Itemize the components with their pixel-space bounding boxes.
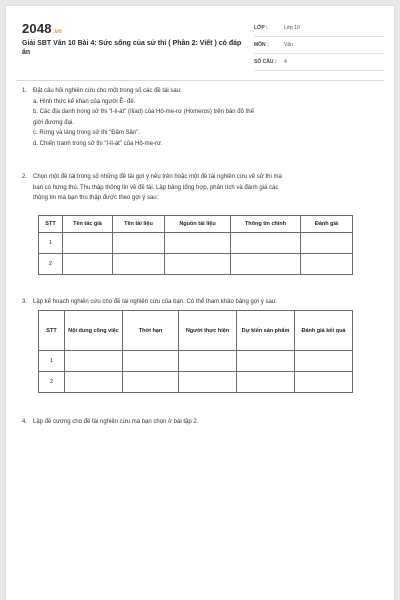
- question-line: Chọn một đề tài trong số những đề tài gợi ý nêu trên hoặc một đề tài nghiên cứu về sử thi mà: [33, 174, 282, 180]
- meta-value: Văn: [284, 42, 293, 48]
- table-row: [39, 372, 353, 393]
- table-cell: [301, 254, 353, 275]
- question-number: 2.: [22, 174, 28, 180]
- document-title: Giải SBT Văn 10 Bài 4: Sức sống của sử thi ( Phần 2: Viết ) có đáp án: [22, 40, 242, 56]
- table-header: Đánh giá: [301, 216, 353, 233]
- meta-row-subject: [254, 37, 384, 54]
- table-cell: [63, 254, 113, 275]
- meta-row-count: [254, 54, 384, 71]
- meta-row-class: [254, 20, 384, 37]
- table-cell: [301, 233, 353, 254]
- document-page: [6, 6, 394, 600]
- table-cell: [231, 233, 301, 254]
- table-cell: [113, 254, 165, 275]
- table-header: STT: [39, 216, 63, 233]
- table-header-row: [39, 216, 353, 233]
- table-cell: [113, 233, 165, 254]
- row-index: 1: [39, 351, 65, 372]
- row-index: 2: [39, 372, 65, 393]
- table-header: Người thực hiện: [179, 311, 237, 351]
- meta-value: 4: [284, 59, 287, 65]
- question-line: Lập đề cương cho đề tài nghiên cứu mà bạn chọn ở bài tập 2.: [33, 419, 199, 425]
- table-header: Dự kiến sản phẩm: [237, 311, 295, 351]
- table-cell: [123, 351, 179, 372]
- table-header: Thời hạn: [123, 311, 179, 351]
- plan-table: [38, 310, 353, 393]
- table-cell: [165, 254, 231, 275]
- table-header: Nội dung công việc: [65, 311, 123, 351]
- question-line: b. Các địa danh trong sử thi "I-li-át" (Iliad) của Hô-me-rơ (Homeros) trên bản đồ thế: [33, 109, 254, 115]
- header-divider: [16, 80, 384, 81]
- table-cell: [237, 372, 295, 393]
- question-4: [22, 417, 378, 428]
- table-cell: [237, 351, 295, 372]
- meta-value: Lớp 10: [284, 25, 300, 31]
- table-cell: [165, 233, 231, 254]
- table-cell: [231, 254, 301, 275]
- table-cell: [65, 372, 123, 393]
- question-number: 4.: [22, 419, 28, 425]
- table-header: Nguồn tài liệu: [165, 216, 231, 233]
- meta-info: [254, 20, 384, 71]
- table-header: Tên tác giả: [63, 216, 113, 233]
- table-cell: [63, 233, 113, 254]
- site-logo[interactable]: [22, 21, 62, 36]
- table-cell: [295, 372, 353, 393]
- table-cell: [179, 351, 237, 372]
- logo-text: 2048: [22, 21, 52, 36]
- question-line: Lập kế hoạch nghiên cứu cho đề tài nghiên cứu của bạn. Có thể tham khảo bảng gợi ý sau:: [33, 299, 277, 305]
- question-1: [22, 86, 378, 149]
- info-table: [38, 215, 353, 275]
- question-line: d. Chiến tranh trong sử thi "I-li-át" của Hô-me-rơ.: [33, 140, 163, 147]
- question-line: c. Rừng và làng trong sử thi "Đăm Săn".: [33, 130, 141, 136]
- question-number: 3.: [22, 299, 28, 305]
- question-2: [22, 172, 378, 204]
- meta-key: LỚP :: [254, 25, 268, 31]
- question-line: giới đương đại.: [33, 119, 74, 126]
- table-header: STT: [39, 311, 65, 351]
- table-header: Thông tin chính: [231, 216, 301, 233]
- table-cell: [295, 351, 353, 372]
- logo-domain: .vn: [52, 29, 63, 35]
- table-cell: [65, 351, 123, 372]
- row-index: 2: [39, 254, 63, 275]
- table-row: [39, 233, 353, 254]
- question-number: 1.: [22, 88, 28, 94]
- table-row: [39, 351, 353, 372]
- question-line: a. Hình thức kể khan của người Ê- đê.: [33, 98, 136, 105]
- table-header: Tên tài liệu: [113, 216, 165, 233]
- table-cell: [179, 372, 237, 393]
- meta-key: MÔN :: [254, 42, 269, 48]
- question-line: Đặt câu hỏi nghiên cứu cho một trong số các đề tài sau:: [33, 88, 182, 94]
- meta-key: SỐ CÂU :: [254, 59, 277, 65]
- table-row: [39, 254, 353, 275]
- table-header-row: [39, 311, 353, 351]
- table-cell: [123, 372, 179, 393]
- row-index: 1: [39, 233, 63, 254]
- table-header: Đánh giá kết quả: [295, 311, 353, 351]
- question-line: thông tin mà bạn thu thập được theo gợi ý sau:: [33, 195, 159, 201]
- question-line: bạn có hứng thú. Thu thập thông tin về đề tài. Lập bảng tổng hợp, phân tích và đánh giá các: [33, 184, 279, 191]
- question-3: [22, 297, 378, 308]
